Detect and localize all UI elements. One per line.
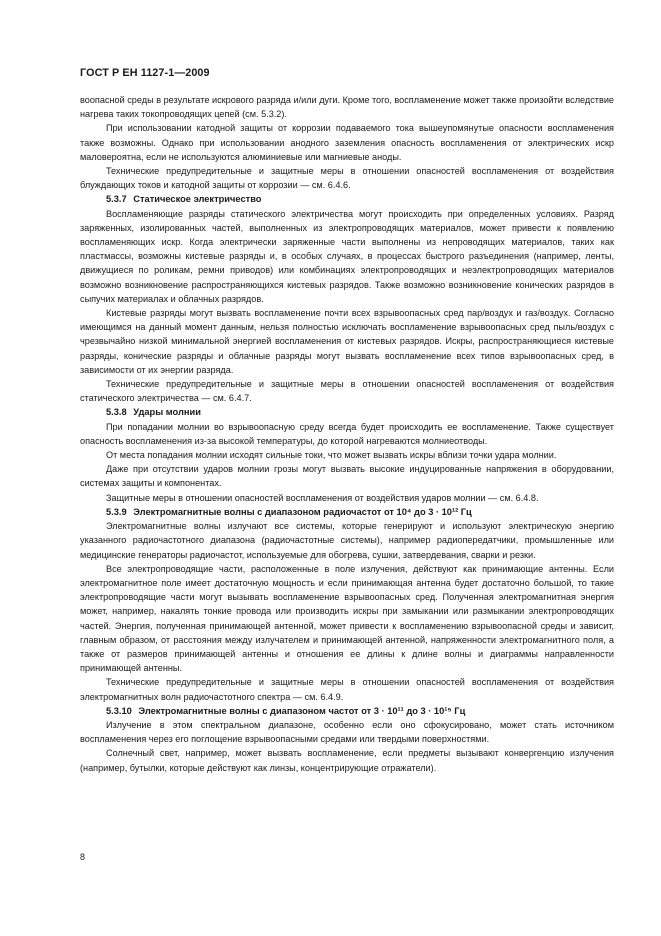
paragraph: Излучение в этом спектральном диапазоне, особенно если оно сфокусировано, может стать источником воспламенения через его поглощение взрывоопасными средами или твердыми поверхностями. [80, 719, 614, 745]
section-number: 5.3.10 [106, 705, 132, 716]
paragraph: Все электропроводящие части, расположенные в поле излучения, действуют как принимающие антенны. Если электромагнитное поле имеет достаточную мощность и если принимающая антенна будет достаточно большой, то такие электропроводящие части могут вызывать воспламенение взрывоопасных сред. Полученная электромагнитная энергия может, например, накалять тонкие провода или производить искры при замыкании или размыкании электропроводящих частей. Энергия, полученная принимающей антенной, может привести к воспламенению взрывоопасной среды и зависит, главным образом, от расстояния между излучателем и принимающей антенной, напряженности электромагнитного поля, а также от размеров принимающей антенны и отношения ее длины к длине волны и диаграммы направленности принимающей антенны. [80, 563, 614, 674]
section-title: Удары молнии [133, 407, 201, 418]
paragraph: Даже при отсутствии ударов молнии грозы могут вызвать высокие индуцированные напряжения в оборудовании, системах защиты и компонентах. [80, 464, 614, 489]
paragraph: От места попадания молнии исходят сильные токи, что может вызвать искры вблизи точки удара молнии. [106, 450, 557, 461]
section-number: 5.3.7 [106, 194, 127, 205]
page-number: 8 [80, 852, 86, 862]
section-number: 5.3.9 [106, 506, 127, 517]
section-title: Электромагнитные волны с диапазоном частот от 3 · 10¹¹ до 3 · 10¹⁵ Гц [138, 705, 466, 716]
paragraph: Солнечный свет, например, может вызвать воспламенение, если предметы вызывают конвергенцию излучения (например, бутылки, которые действуют как линзы, концентрирующие отражатели). [80, 748, 614, 773]
paragraph: воопасной среды в результате искрового разряда и/или дуги. Кроме того, воспламенение может также произойти вследствие нагрева таких токопроводящих цепей (см. 5.3.2). [80, 95, 614, 120]
paragraph: Кистевые разряды могут вызвать воспламенение почти всех взрывоопасных сред пар/воздух и газ/воздух. Согласно имеющимся на данный момент данным, нельзя полностью исключать воспламенение взрывоопасных сред пыль/воздух с чрезвычайно низкой минимальной энергией воспламенения от кистевых разрядов. Искры, распространяющиеся кистевые разряды, конические разряды и облачные разряды могут вызвать воспламенение всех типов взрывоопасных сред, в зависимости от их энергии разряда. [80, 308, 614, 375]
paragraph: При попадании молнии во взрывоопасную среду всегда будет происходить ее воспламенение. Также существует опасность воспламенения из-за высокой температуры, до которой нагреваются молниеотводы. [80, 421, 614, 446]
section-heading-5-3-8 [80, 405, 614, 419]
document-body [80, 93, 614, 775]
section-heading-5-3-7 [80, 192, 614, 206]
paragraph: Электромагнитные волны излучают все системы, которые генерируют и используют электрическую энергию указанного радиочастотного диапазона (радиочастотные системы), например радиопередатчики, промышленные или медицинские генераторы радиочастот, используемые для обогрева, сушки, затвердевания, сварки и резки. [80, 521, 614, 560]
paragraph: Технические предупредительные и защитные меры в отношении опасностей воспламенения от воздействия статического электричества — см. 6.4.7. [80, 379, 614, 404]
paragraph: Воспламеняющие разряды статического электричества могут происходить при определенных условиях. Разряд заряженных, изолированных частей, выполненных из электропроводящих материалов, может привести к появлению воспламеняющих искр. Когда электрически заряженные части выполнены из непроводящих материалов, таких как пластмассы, возможны кистевые разряды и, в особых случаях, в процессах быстрого разъединения (например, ленты, движущиеся по роликам, ремни приводов) или комбинациях электропроводящих и неэлектропроводящих материалов возможно возникновение распространяющихся кистевых разрядов. Также возможно возникновение конических разрядов в сыпучих материалах и облачных разрядов. [80, 208, 614, 304]
section-number: 5.3.8 [106, 407, 127, 418]
paragraph: При использовании катодной защиты от коррозии подаваемого тока вышеупомянутые опасности воспламенения также возможны. Однако при использовании анодного заземления опасность воспламенения от электрических искр маловероятна, если не используются алюминиевые или магниевые аноды. [80, 123, 614, 162]
section-heading-5-3-9 [80, 505, 614, 519]
document-header: ГОСТ Р ЕН 1127-1—2009 [80, 67, 210, 79]
section-heading-5-3-10 [80, 704, 614, 718]
section-title: Статическое электричество [133, 194, 262, 205]
paragraph: Технические предупредительные и защитные меры в отношении опасностей воспламенения от воздействия блуждающих токов и катодной защиты от коррозии — см. 6.4.6. [80, 166, 614, 191]
paragraph: Защитные меры в отношении опасностей воспламенения от воздействия ударов молнии — см. 6.4.8. [106, 492, 539, 503]
section-title: Электромагнитные волны с диапазоном радиочастот от 10⁴ до 3 · 10¹² Гц [133, 506, 472, 517]
paragraph: Технические предупредительные и защитные меры в отношении опасностей воспламенения от воздействия электромагнитных волн радиочастотного спектра — см. 6.4.9. [80, 677, 614, 702]
